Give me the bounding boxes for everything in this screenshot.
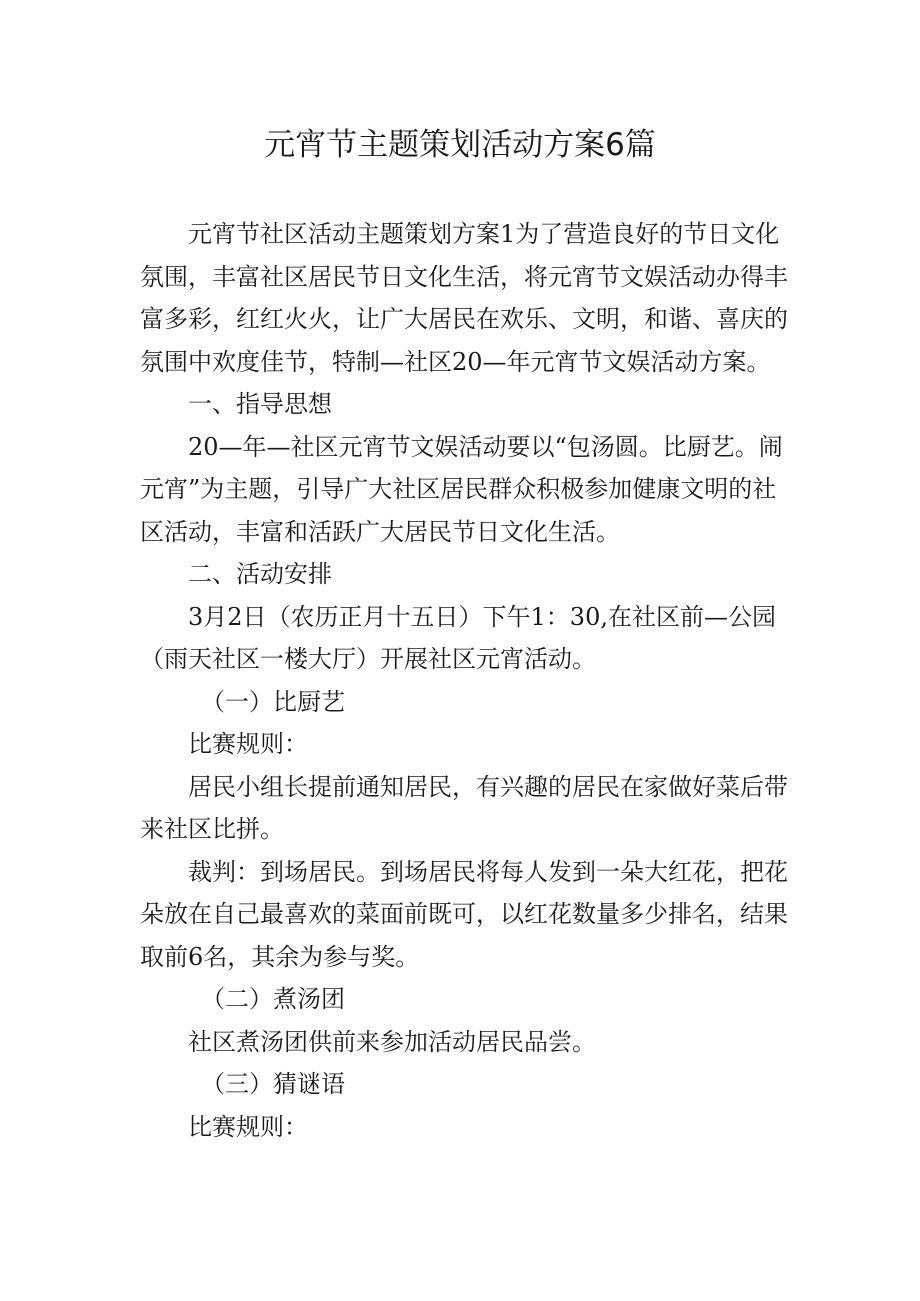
- document-body: [140, 213, 788, 1148]
- document-title: 元宵节主题策划活动方案6篇: [264, 127, 656, 163]
- subheading-tangyuan: （二）煮汤团: [201, 985, 345, 1013]
- paragraph-cooking-rules: 居民小组长提前通知居民，有兴趣的居民在家做好菜后带来社区比拼。: [140, 772, 788, 843]
- paragraph-activity-time: 3月2日（农历正月十五日）下午1：30,在社区前—公园（雨天社区一楼大厅）开展社区元宵活动。: [140, 602, 776, 673]
- subheading-riddles: （三）猜谜语: [201, 1070, 345, 1098]
- heading-activity-arrangement: 二、活动安排: [188, 560, 332, 588]
- paragraph-judging: 裁判：到场居民。到场居民将每人发到一朵大红花，把花朵放在自己最喜欢的菜面前既可，以红花数量多少排名，结果取前6名，其余为参与奖。: [140, 857, 788, 971]
- label-competition-rules-1: 比赛规则：: [188, 730, 308, 758]
- heading-guiding-ideology: 一、指导思想: [188, 390, 332, 418]
- subheading-cooking: （一）比厨艺: [201, 687, 345, 716]
- paragraph-tangyuan: 社区煮汤团供前来参加活动居民品尝。: [188, 1027, 596, 1056]
- paragraph-intro: 元宵节社区活动主题策划方案1为了营造良好的节日文化氛围，丰富社区居民节日文化生活，将元宵节文娱活动办得丰富多彩，红红火火，让广大居民在欢乐、文明，和谐、喜庆的氛围中欢度佳节，特制—社区20—年元宵节文娱活动方案。: [140, 220, 788, 376]
- paragraph-guiding-ideology: 20—年—社区元宵节文娱活动要以“包汤圆。比厨艺。闹元宵”为主题，引导广大社区居民群众积极参加健康文明的社区活动，丰富和活跃广大居民节日文化生活。: [140, 432, 783, 546]
- label-competition-rules-2: 比赛规则：: [188, 1112, 308, 1141]
